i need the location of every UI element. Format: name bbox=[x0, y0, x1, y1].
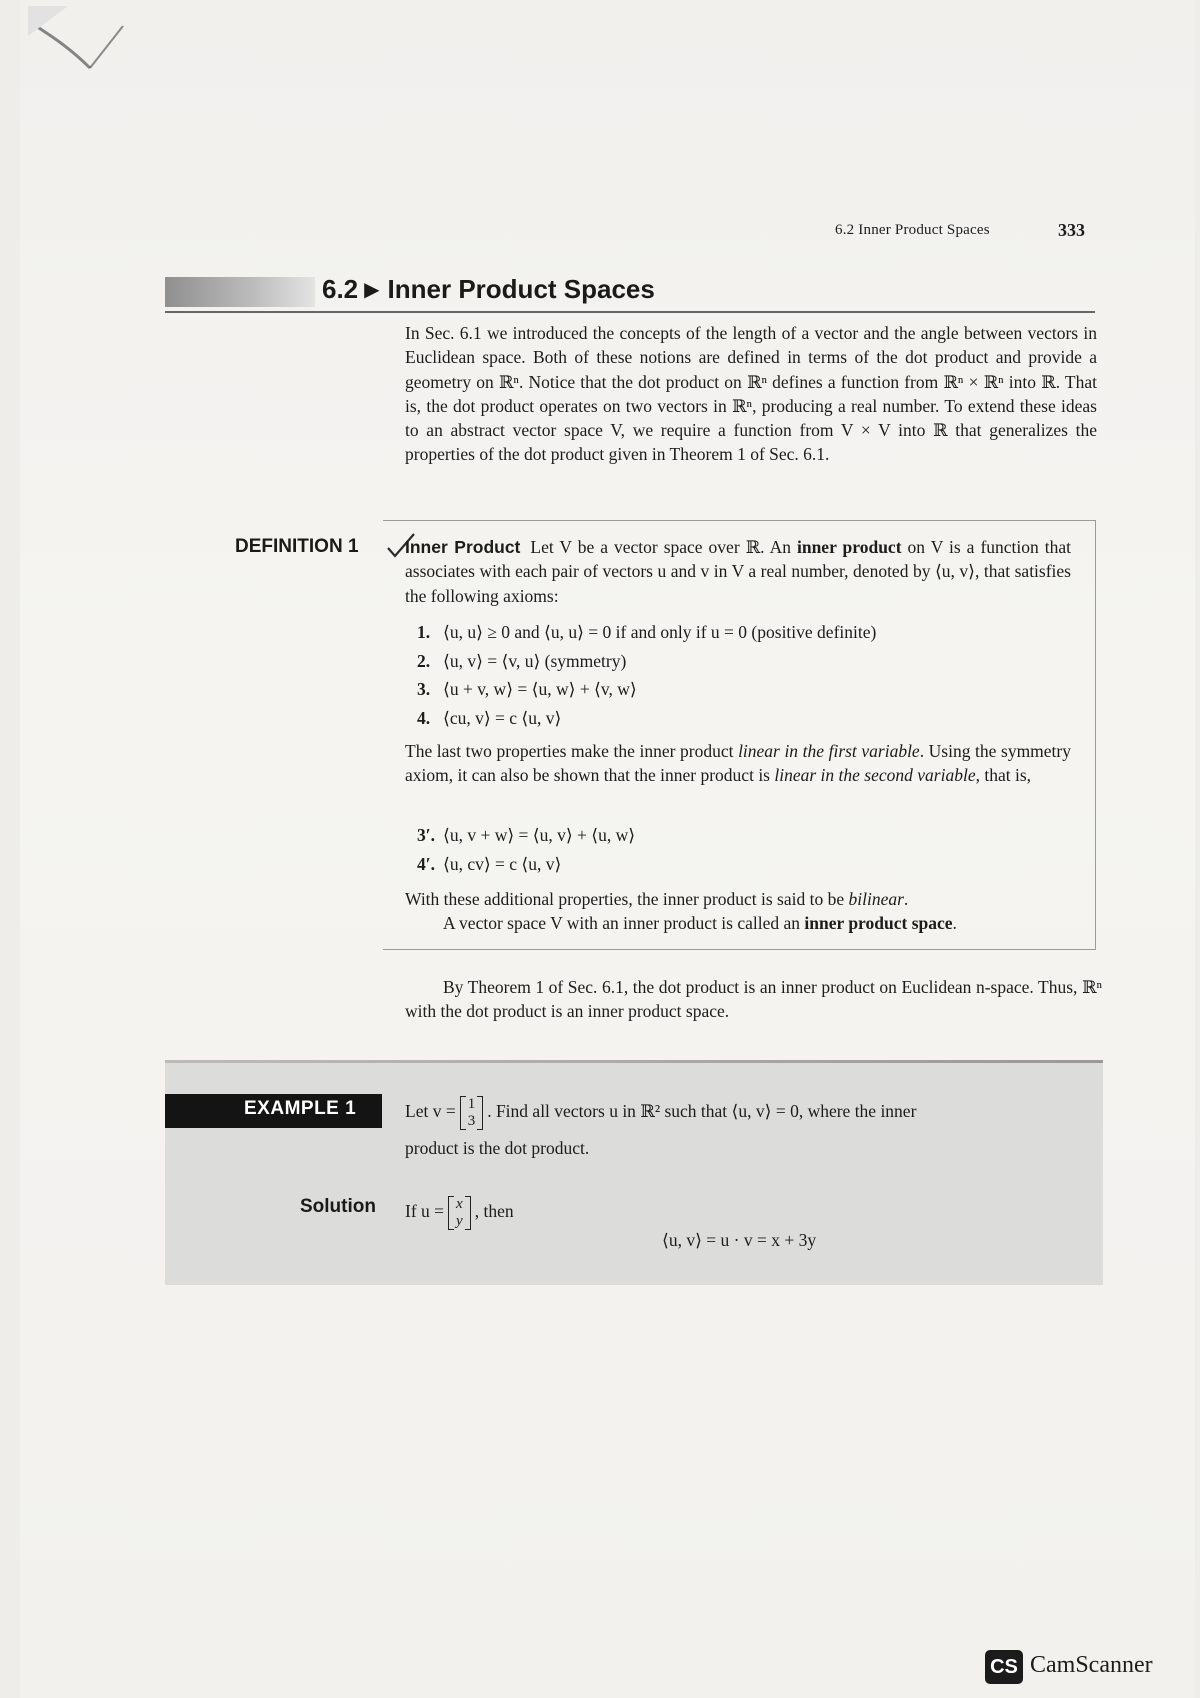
solution-equation: ⟨u, v⟩ = u · v = x + 3y bbox=[662, 1230, 817, 1250]
example-statement bbox=[405, 1096, 1095, 1130]
definition-body-part: on V is a function that associates with each pair of vectors u and v in V a real number, denoted by ⟨u, v⟩, that satisfies the following axioms: bbox=[405, 537, 1072, 606]
solution-text bbox=[405, 1196, 514, 1230]
note-part: The last two properties make the inner product bbox=[405, 741, 739, 761]
section-title: Inner Product Spaces bbox=[387, 274, 655, 304]
solution-part: , then bbox=[474, 1201, 514, 1222]
inner-product-space-term: inner product space bbox=[804, 913, 953, 934]
dot-product-paragraph: By Theorem 1 of Sec. 6.1, the dot product is an inner product on Euclidean n-space. Thus, ℝⁿ with the dot product is an inner product space. bbox=[405, 977, 1102, 1022]
axiom-item bbox=[417, 647, 876, 676]
bilinear-part: A vector space V with an inner product is called an bbox=[443, 913, 805, 934]
axiom-text: ⟨u, cv⟩ = c ⟨u, v⟩ bbox=[443, 853, 562, 874]
axiom-item bbox=[417, 618, 876, 647]
intro-paragraph: In Sec. 6.1 we introduced the concepts of the length of a vector and the angle between vectors in Euclidean space. Both of these notions are defined in terms of the dot product and provide a geometry on ℝⁿ. Notice that the dot product on ℝⁿ defines a function from ℝⁿ × ℝⁿ into ℝ. That is, the dot product operates on two vectors in ℝⁿ, producing a real number. To extend these ideas to an abstract vector space V, we require a function from V × V into ℝ that generalizes the properties of the dot product given in Theorem 1 of Sec. 6.1. bbox=[405, 323, 1097, 465]
example-label: EXAMPLE 1 bbox=[244, 1098, 357, 1119]
matrix-entry: 1 bbox=[467, 1096, 476, 1112]
axiom-number: 2. bbox=[417, 650, 431, 671]
bilinear-part: . bbox=[903, 889, 909, 909]
solution-part: If u = bbox=[405, 1201, 445, 1222]
matrix-entry: y bbox=[456, 1213, 463, 1229]
corner-pen-mark bbox=[28, 6, 138, 76]
note-emphasis: linear in the first variable bbox=[738, 741, 920, 761]
section-number: 6.2 bbox=[322, 274, 359, 304]
axiom-text: ⟨u, v⟩ = ⟨v, u⟩ (symmetry) bbox=[443, 650, 627, 671]
page-number: 333 bbox=[1058, 220, 1085, 240]
camscanner-watermark: CamScanner bbox=[1030, 1652, 1153, 1678]
definition-body-part: Let V be a vector space over ℝ. An bbox=[530, 537, 797, 557]
vector-v-matrix bbox=[460, 1096, 484, 1130]
section-rule bbox=[165, 311, 1095, 313]
linearity-note bbox=[405, 739, 1071, 788]
bilinear-paragraph bbox=[405, 887, 1095, 936]
axiom-item bbox=[417, 675, 876, 704]
axiom-item bbox=[417, 704, 876, 733]
axiom-number: 3′. bbox=[417, 825, 436, 845]
triangle-arrow-icon: ▶ bbox=[364, 279, 380, 301]
axiom-text: ⟨u, v + w⟩ = ⟨u, v⟩ + ⟨u, w⟩ bbox=[443, 825, 636, 845]
matrix-entry: x bbox=[456, 1196, 463, 1212]
definition-term: inner product bbox=[796, 537, 902, 557]
definition-text bbox=[405, 535, 1071, 608]
axiom-number: 1. bbox=[417, 622, 431, 642]
axiom-list bbox=[417, 618, 876, 732]
axiom-number: 4. bbox=[417, 707, 431, 728]
camscanner-logo-icon: CS bbox=[985, 1650, 1023, 1684]
vector-u-matrix bbox=[448, 1196, 471, 1230]
example-part: Let v = bbox=[405, 1101, 456, 1122]
example-statement-line2: product is the dot product. bbox=[405, 1138, 590, 1158]
note-part: , that is, bbox=[975, 765, 1032, 786]
matrix-entry: 3 bbox=[467, 1113, 476, 1129]
axiom-number: 4′. bbox=[417, 853, 436, 874]
axiom-text: ⟨cu, v⟩ = c ⟨u, v⟩ bbox=[443, 707, 562, 728]
note-part: . Using the symmetry axiom, it can also be shown that the inner product is bbox=[405, 741, 1071, 786]
axiom-item bbox=[417, 821, 635, 850]
axiom-text: ⟨u + v, w⟩ = ⟨u, w⟩ + ⟨v, w⟩ bbox=[443, 679, 637, 699]
axiom-number: 3. bbox=[417, 679, 431, 699]
inner-product-space-sentence bbox=[405, 911, 1095, 935]
example-part: . Find all vectors u in ℝ² such that ⟨u, v⟩ = 0, where the inner bbox=[487, 1101, 917, 1122]
section-heading bbox=[322, 274, 655, 305]
section-gradient-bar bbox=[165, 277, 315, 307]
axiom-item bbox=[417, 850, 635, 879]
definition-label: DEFINITION 1 bbox=[235, 536, 359, 557]
axiom-text: ⟨u, u⟩ ≥ 0 and ⟨u, u⟩ = 0 if and only if u = 0 (positive definite) bbox=[443, 622, 877, 642]
bilinear-part: With these additional properties, the inner product is said to be bbox=[405, 889, 849, 909]
derived-axiom-list bbox=[417, 821, 635, 878]
note-emphasis: linear in the second variable bbox=[774, 765, 976, 786]
solution-label: Solution bbox=[300, 1196, 376, 1217]
running-header: 6.2 Inner Product Spaces bbox=[835, 222, 990, 238]
bilinear-part: . bbox=[952, 913, 957, 934]
bilinear-emphasis: bilinear bbox=[848, 889, 904, 909]
definition-heading: Inner Product bbox=[405, 537, 521, 557]
